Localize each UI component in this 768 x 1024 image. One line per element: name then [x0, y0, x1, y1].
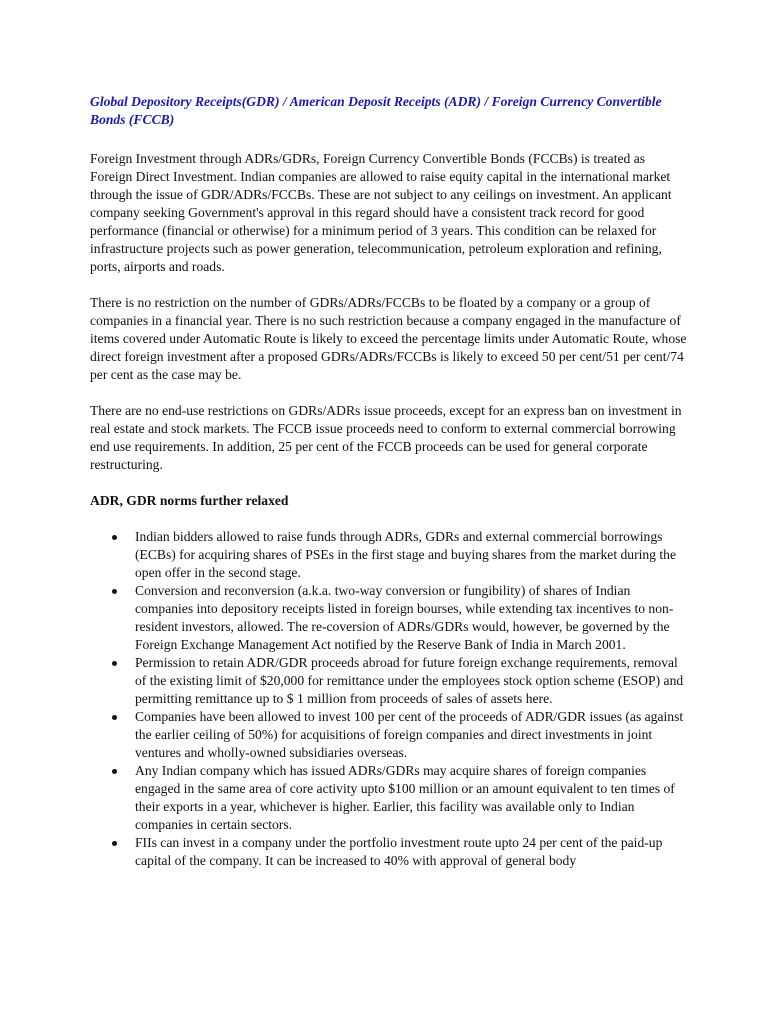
list-item — [90, 582, 690, 654]
list-item — [90, 708, 690, 762]
bullet-icon — [112, 589, 117, 594]
bullet-list — [90, 528, 690, 870]
list-item-text: Any Indian company which has issued ADRs/GDRs may acquire shares of foreign companies engaged in the same area of core activity upto $100 million or an amount equivalent to ten times of their exports in a year, whichever is higher. Earlier, this facility was available only to Indian companies in certain sectors. — [135, 763, 675, 832]
list-item — [90, 654, 690, 708]
bullet-icon — [112, 769, 117, 774]
bullet-icon — [112, 661, 117, 666]
document-title: Global Depository Receipts(GDR) / American Deposit Receipts (ADR) / Foreign Currency Convertible Bonds (FCCB) — [90, 94, 662, 127]
document-page — [90, 93, 690, 870]
list-item — [90, 834, 690, 870]
paragraph-fdi-treatment: Foreign Investment through ADRs/GDRs, Foreign Currency Convertible Bonds (FCCBs) is treated as Foreign Direct Investment. Indian companies are allowed to raise equity capital in the international market through the issue of GDR/ADRs/FCCBs. These are not subject to any ceilings on investment. An applicant company seeking Government's approval in this regard should have a consistent track record for good performance (financial or otherwise) for a minimum period of 3 years. This condition can be relaxed for infrastructure projects such as power generation, telecommunication, petroleum exploration and refining, ports, airports and roads. — [90, 151, 672, 274]
list-item — [90, 762, 690, 834]
list-item-text: FIIs can invest in a company under the portfolio investment route upto 24 per cent of the paid-up capital of the company. It can be increased to 40% with approval of general body — [135, 835, 663, 868]
list-item-text: Permission to retain ADR/GDR proceeds abroad for future foreign exchange requirements, removal of the existing limit of $20,000 for remittance under the employees stock option scheme (ESOP) and permitting remittance up to $ 1 million from proceeds of sales of assets here. — [135, 655, 684, 706]
list-item — [90, 528, 690, 582]
list-item-text: Companies have been allowed to invest 100 per cent of the proceeds of ADR/GDR issues (as against the earlier ceiling of 50%) for acquisitions of foreign companies and direct investments in joint ventures and wholly-owned subsidiaries overseas. — [135, 709, 684, 760]
section-heading: ADR, GDR norms further relaxed — [90, 493, 289, 508]
bullet-icon — [112, 715, 117, 720]
bullet-icon — [112, 841, 117, 846]
bullet-icon — [112, 535, 117, 540]
list-item-text: Conversion and reconversion (a.k.a. two-way conversion or fungibility) of shares of Indian companies into depository receipts listed in foreign bourses, while extending tax incentives to non-resident investors, allowed. The re-coversion of ADRs/GDRs would, however, be governed by the Foreign Exchange Management Act notified by the Reserve Bank of India in March 2001. — [135, 583, 674, 652]
paragraph-no-restriction-number: There is no restriction on the number of GDRs/ADRs/FCCBs to be floated by a company or a group of companies in a financial year. There is no such restriction because a company engaged in the manufacture of items covered under Automatic Route is likely to exceed the percentage limits under Automatic Route, whose direct foreign investment after a proposed GDRs/ADRs/FCCBs is likely to exceed 50 per cent/51 per cent/74 per cent as the case may be. — [90, 295, 687, 382]
list-item-text: Indian bidders allowed to raise funds through ADRs, GDRs and external commercial borrowings (ECBs) for acquiring shares of PSEs in the first stage and buying shares from the market during the open offer in the second stage. — [135, 529, 676, 580]
paragraph-end-use: There are no end-use restrictions on GDRs/ADRs issue proceeds, except for an express ban on investment in real estate and stock markets. The FCCB issue proceeds need to conform to external commercial borrowing end use requirements. In addition, 25 per cent of the FCCB proceeds can be used for general corporate restructuring. — [90, 403, 682, 472]
